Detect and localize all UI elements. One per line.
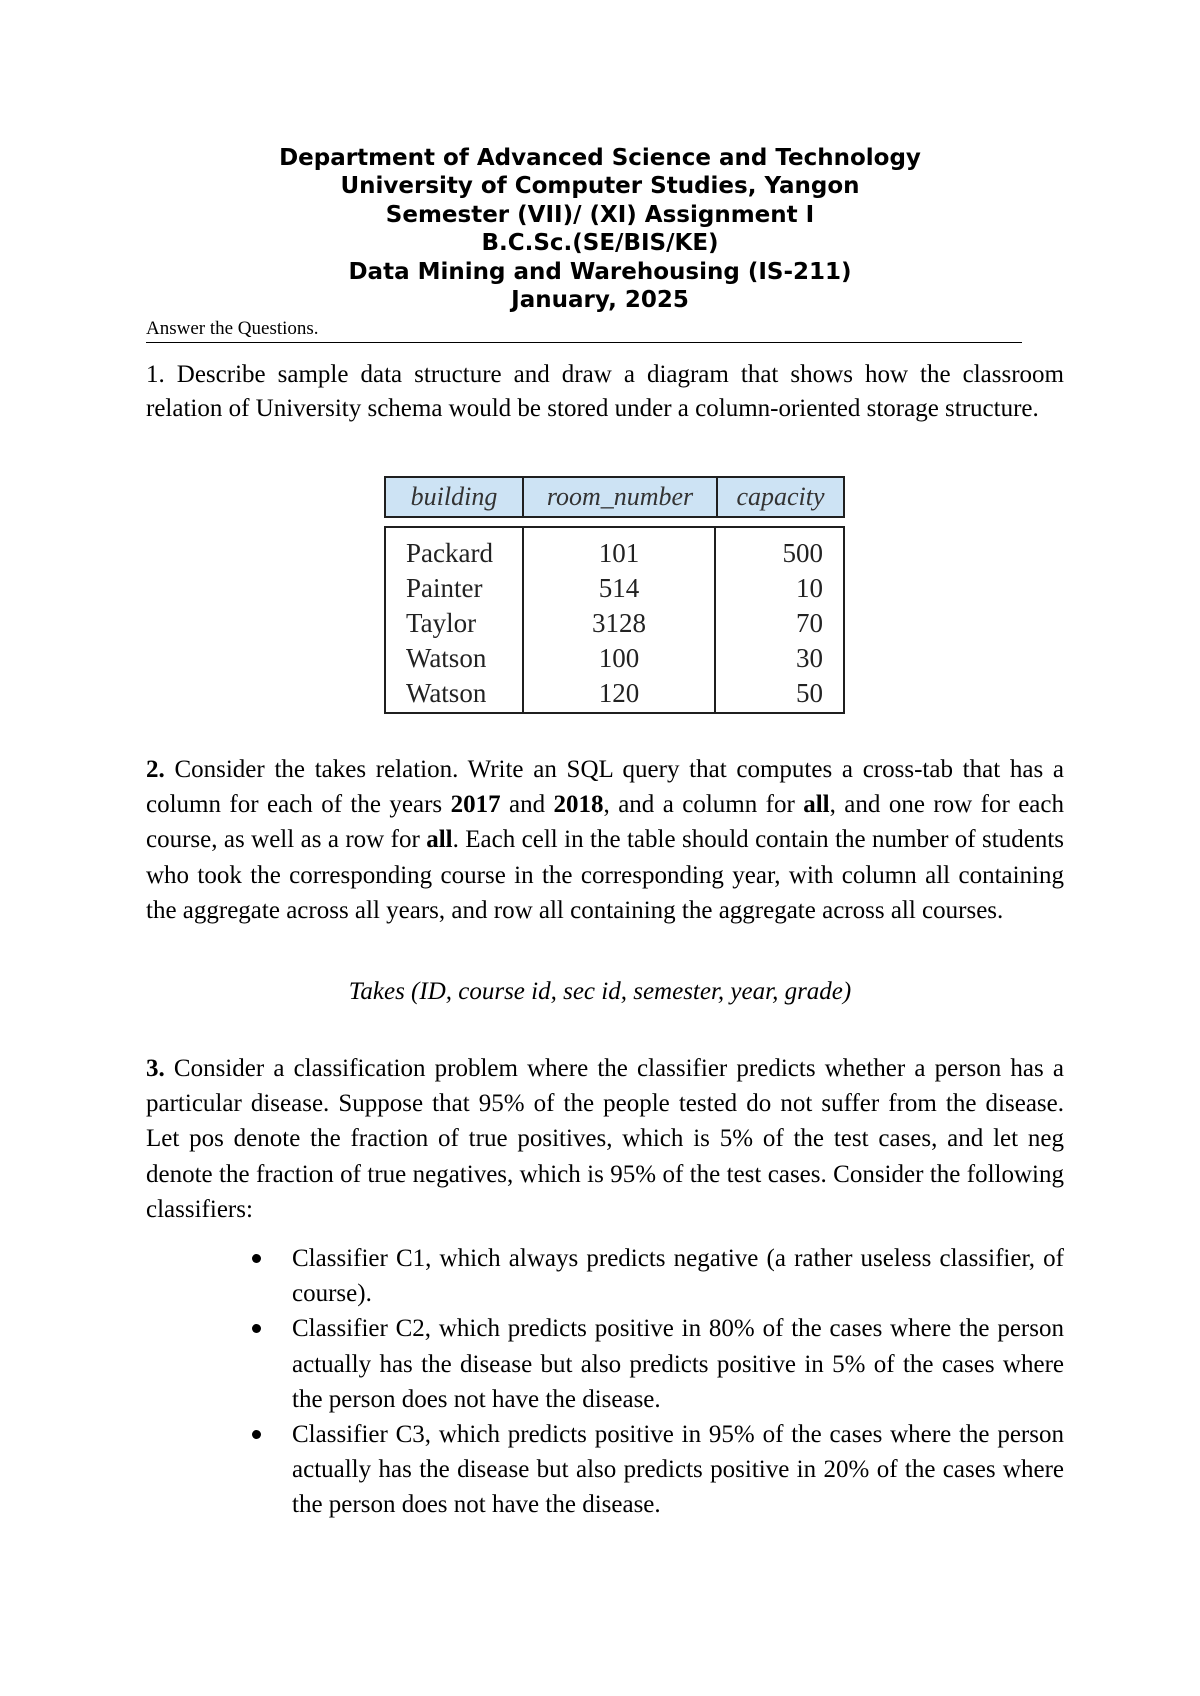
- capacity-column: [716, 528, 843, 712]
- table-cell: 514: [598, 573, 640, 603]
- document-header: [0, 144, 1200, 314]
- building-column: [386, 528, 522, 712]
- bullet-icon: [252, 1254, 261, 1263]
- table-cell: 101: [598, 538, 640, 568]
- room-number-column: [522, 528, 716, 712]
- list-item: [292, 1417, 1064, 1523]
- table-cell: 100: [598, 643, 640, 673]
- header-capacity: capacity: [716, 478, 843, 516]
- question-3: [146, 1051, 1064, 1227]
- question-2-text: . Each cell in the table should contain the number of students who took the corresponding course in the corresponding year, with column all containing the aggregate across all years, and row all containing the aggregate across all courses.: [146, 826, 1064, 924]
- header-building: building: [410, 482, 498, 511]
- department-title: Department of Advanced Science and Technology: [279, 145, 921, 171]
- question-1-text: Describe sample data structure and draw a diagram that shows how the classroom relation of University schema would be stored under a column-oriented storage structure.: [146, 361, 1064, 422]
- question-1-number: 1.: [146, 361, 165, 388]
- course-title: Data Mining and Warehousing (IS-211): [348, 258, 852, 285]
- table-cell: Packard: [406, 538, 493, 568]
- table-cell: Painter: [406, 573, 483, 603]
- question-2-number: 2.: [146, 756, 165, 783]
- header-room-number: room_number: [522, 478, 716, 516]
- table-cell: Watson: [406, 643, 487, 673]
- university-name: University of Computer Studies, Yangon: [340, 173, 860, 200]
- classifier-c1-text: Classifier C1, which always predicts negative (a rather useless classifier, of course).: [292, 1245, 1064, 1308]
- list-item: [292, 1241, 1064, 1311]
- all-keyword: all: [803, 791, 830, 819]
- table-cell: 70: [796, 608, 823, 638]
- table-cell: Taylor: [406, 608, 477, 638]
- list-item: [292, 1311, 1064, 1417]
- table-cell: 120: [598, 678, 640, 708]
- table-cell: 30: [796, 643, 823, 673]
- table-cell: Watson: [406, 678, 487, 708]
- all-keyword: all: [426, 826, 453, 854]
- degree-programs: B.C.Sc.(SE/BIS/KE): [481, 230, 719, 257]
- classifier-list: [292, 1241, 1064, 1523]
- question-2-text: , and one row for each course, as well as a row for: [146, 791, 1064, 854]
- assignment-title: Semester (VII)/ (XI) Assignment I: [385, 201, 815, 228]
- classroom-table-body: [384, 526, 845, 714]
- bullet-icon: [252, 1324, 261, 1333]
- question-3-text: Consider a classification problem where the classifier predicts whether a person has a particular disease. Suppose that 95% of the people tested do not suffer from the disease. Let pos denote the fraction of true positives, which is 5% of the test cases, and let neg denote the fraction of true negatives, which is 95% of the test cases. Consider the following classifiers:: [146, 1055, 1064, 1223]
- instructions-line: Answer the Questions.: [146, 318, 1022, 343]
- question-2-text: , and a column for: [603, 791, 804, 819]
- question-3-number: 3.: [146, 1055, 165, 1082]
- table-cell: 3128: [592, 608, 646, 638]
- question-1: [146, 358, 1064, 426]
- table-cell: 10: [796, 573, 823, 603]
- classroom-table-header: [384, 476, 845, 518]
- takes-schema: Takes (ID, course id, sec id, semester, year, grade): [348, 978, 852, 1005]
- question-2: [146, 752, 1064, 928]
- table-cell: 50: [796, 678, 823, 708]
- document-date: January, 2025: [511, 287, 689, 314]
- classifier-c3-text: Classifier C3, which predicts positive in 95% of the cases where the person actually has the disease but also predicts positive in 20% of the cases where the person does not have the disease.: [292, 1421, 1064, 1519]
- classifier-c2-text: Classifier C2, which predicts positive in 80% of the cases where the person actually has the disease but also predicts positive in 5% of the cases where the person does not have the disease.: [292, 1315, 1064, 1413]
- table-cell: 500: [782, 538, 823, 568]
- bullet-icon: [252, 1430, 261, 1439]
- question-2-text: and: [500, 791, 554, 819]
- year-2017: 2017: [450, 791, 501, 819]
- question-2-text: Consider the takes relation. Write an SQL query that computes a cross-tab that has a column for each of the years: [146, 756, 1064, 819]
- year-2018: 2018: [553, 791, 604, 819]
